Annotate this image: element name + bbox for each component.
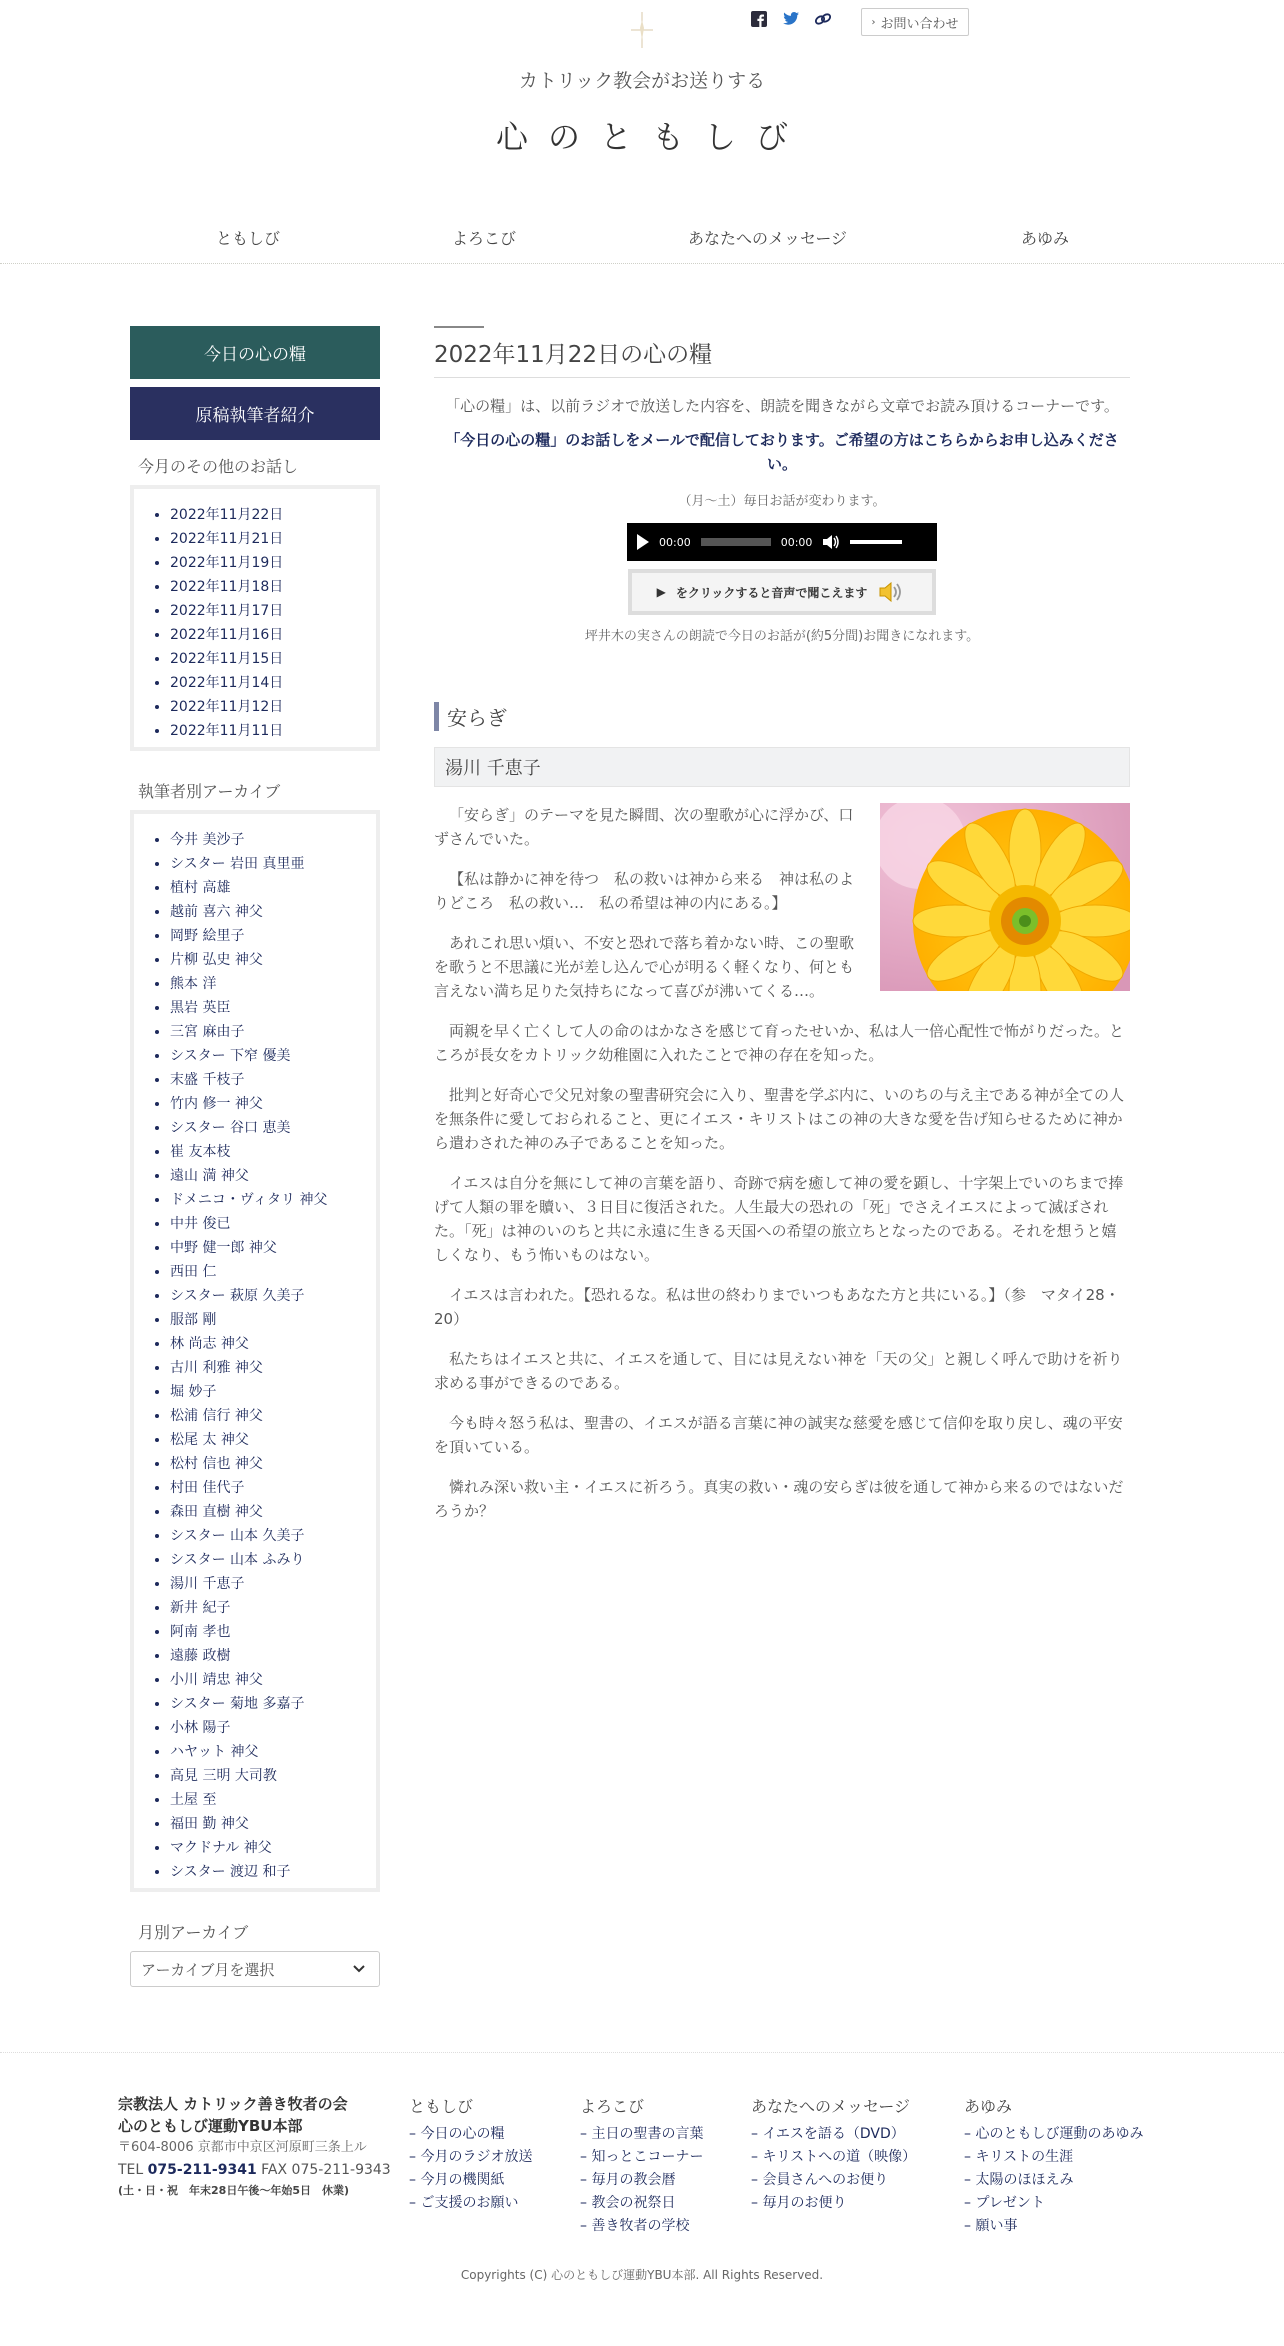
month-link[interactable]: 2022年11月11日 [170, 723, 284, 739]
footer-link[interactable]: – キリストの生涯 [964, 2149, 1074, 2165]
writer-item [170, 1068, 376, 1092]
writer-link[interactable]: 小林 陽子 [170, 1720, 231, 1736]
footer-link[interactable]: – 毎月の教会暦 [580, 2172, 676, 2188]
month-item [170, 719, 376, 743]
footer-link[interactable]: – キリストへの道（映像） [751, 2149, 917, 2165]
writer-link[interactable]: 岡野 絵里子 [170, 928, 245, 944]
writer-link[interactable]: 服部 剛 [170, 1312, 217, 1328]
footer-col-ayumi [964, 2094, 1143, 2238]
writer-link[interactable]: 福田 勤 神父 [170, 1816, 249, 1832]
writer-item [170, 1620, 376, 1644]
month-link[interactable]: 2022年11月16日 [170, 627, 284, 643]
writer-item [170, 852, 376, 876]
writer-link[interactable]: シスター 岩田 真里亜 [170, 856, 305, 872]
footer-link[interactable]: – ご支援のお願い [409, 2195, 519, 2211]
writer-item [170, 1692, 376, 1716]
writer-item [170, 924, 376, 948]
reader-note: 坪井木の実さんの朗読で今日のお話が(約5分間)お聞きになれます。 [584, 629, 980, 644]
section-heading: 安らぎ [434, 702, 1130, 731]
writer-item [170, 1548, 376, 1572]
footer-organization [118, 2093, 418, 2201]
writers-button[interactable]: 原稿執筆者紹介 [130, 387, 380, 440]
play-icon[interactable] [637, 534, 649, 550]
writer-link[interactable]: 中野 健一郎 神父 [170, 1240, 277, 1256]
writer-link[interactable]: 越前 喜六 神父 [170, 904, 263, 920]
footer-col-tomoshibi [409, 2094, 532, 2215]
story-paragraph: 「安らぎ」のテーマを見た瞬間、次の聖歌が心に浮かび、口ずさんでいた。 [434, 806, 854, 848]
writer-item [170, 996, 376, 1020]
footer-link[interactable]: – イエスを語る（DVD） [751, 2126, 905, 2142]
writer-item [170, 972, 376, 996]
nav-ayumi[interactable]: あゆみ [1021, 229, 1070, 248]
writer-item [170, 1788, 376, 1812]
volume-slider[interactable] [850, 540, 902, 544]
page-title: 2022年11月22日の心の糧 [434, 336, 1130, 378]
site-header [0, 0, 1284, 265]
holiday-note: (土・日・祝 年末28日午後〜年始5日 休業) [118, 2184, 350, 2197]
writer-link[interactable]: 西田 仁 [170, 1264, 217, 1280]
writer-link[interactable]: 末盛 千枝子 [170, 1072, 245, 1088]
audio-player [627, 523, 937, 561]
writer-link[interactable]: 松村 信也 神父 [170, 1456, 263, 1472]
month-link[interactable]: 2022年11月21日 [170, 531, 284, 547]
writer-link[interactable]: 古川 利雅 神父 [170, 1360, 263, 1376]
writer-item [170, 1524, 376, 1548]
story-paragraph: あれこれ思い煩い、不安と恐れで落ち着かない時、この聖歌を歌うと不思議に光が差し込んで心が明るく軽くなり、何とも言えない満ち足りた気持ちになって喜びが沸いてくる…。 [434, 934, 855, 1000]
writers-list [134, 828, 376, 1884]
story-paragraph: 憐れみ深い救い主・イエスに祈ろう。真実の救い・魂の安らぎは彼を通して神から来るのではないだろうか？ [434, 1478, 1124, 1520]
writer-link[interactable]: 高見 三明 大司教 [170, 1768, 277, 1784]
writer-link[interactable]: 新井 紀子 [170, 1600, 231, 1616]
seek-bar[interactable] [701, 538, 771, 546]
month-list [134, 503, 376, 743]
time-current: 00:00 [659, 535, 691, 549]
monthly-heading: 月別アーカイブ [138, 1923, 249, 1942]
main-content [434, 326, 1130, 1539]
nav-tomoshibi[interactable]: ともしび [216, 229, 281, 248]
footer-link[interactable]: – 主日の聖書の言葉 [580, 2126, 704, 2142]
month-item [170, 647, 376, 671]
month-link[interactable]: 2022年11月15日 [170, 651, 284, 667]
writer-item [170, 1332, 376, 1356]
story-paragraph: 【私は静かに神を待つ 私の救いは神から来る 神は私のよりどころ 私の救い… 私の希望は神の内にある。】 [434, 870, 855, 912]
writer-item [170, 1380, 376, 1404]
month-item [170, 671, 376, 695]
writer-link[interactable]: 湯川 千恵子 [170, 1576, 245, 1592]
writer-item [170, 1140, 376, 1164]
writer-item [170, 828, 376, 852]
play-small-icon: ▶ [656, 585, 666, 599]
footer-link[interactable]: – 太陽のほほえみ [964, 2172, 1074, 2188]
footer-link[interactable]: – 善き牧者の学校 [580, 2218, 690, 2234]
writer-item [170, 1236, 376, 1260]
writer-item [170, 900, 376, 924]
month-list-box [130, 485, 380, 751]
footer-link[interactable]: – 教会の祝祭日 [580, 2195, 676, 2211]
listen-label: をクリックすると音声で聞こえます [675, 585, 868, 600]
archive-month-select[interactable] [130, 1951, 380, 1987]
copyright: Copyrights (C) 心のともしび運動YBU本部. All Rights Reserved. [460, 2268, 824, 2282]
writer-item [170, 1092, 376, 1116]
writer-item [170, 1836, 376, 1860]
month-link[interactable]: 2022年11月22日 [170, 507, 284, 523]
month-link[interactable]: 2022年11月17日 [170, 603, 284, 619]
chevron-right-icon: › [871, 16, 876, 28]
writer-link[interactable]: 阿南 孝也 [170, 1624, 231, 1640]
footer-col-heading[interactable]: ともしび [409, 2097, 474, 2116]
month-item [170, 551, 376, 575]
writer-link[interactable]: 遠藤 政樹 [170, 1648, 231, 1664]
twitter-icon[interactable] [782, 10, 800, 28]
footer-link[interactable]: – プレゼント [964, 2195, 1045, 2211]
sidebar [130, 326, 380, 1987]
footer-col-message [751, 2094, 916, 2215]
writer-item [170, 1284, 376, 1308]
month-link[interactable]: 2022年11月14日 [170, 675, 284, 691]
writer-item [170, 1428, 376, 1452]
footer-link[interactable]: – 心のともしび運動のあゆみ [964, 2126, 1144, 2142]
today-button[interactable]: 今日の心の糧 [130, 326, 380, 379]
writer-item [170, 1764, 376, 1788]
writer-link[interactable]: 中井 俊已 [170, 1216, 231, 1232]
story-paragraph: 批判と好奇心で父兄対象の聖書研究会に入り、聖書を学ぶ内に、いのちの与え主である神が全ての人を無条件に愛しておられること、更にイエス・キリストはこの神の大きな愛を告げ知らせるために神から遣わされた神のみ子であることを知った。 [434, 1086, 1125, 1152]
writer-link[interactable]: シスター 山本 久美子 [170, 1528, 305, 1544]
footer-link[interactable]: – 知っとこコーナー [580, 2149, 704, 2165]
writer-link[interactable]: 松尾 太 神父 [170, 1432, 249, 1448]
writer-item [170, 948, 376, 972]
month-link[interactable]: 2022年11月12日 [170, 699, 284, 715]
writer-link[interactable]: シスター 下窄 優美 [170, 1048, 291, 1064]
writer-item [170, 1860, 376, 1884]
story-body [434, 803, 1130, 1523]
writer-item [170, 1452, 376, 1476]
writer-item [170, 1572, 376, 1596]
writer-link[interactable]: シスター 山本 ふみり [170, 1552, 305, 1568]
writer-link[interactable]: シスター 萩原 久美子 [170, 1288, 305, 1304]
writer-link[interactable]: 片柳 弘史 神父 [170, 952, 263, 968]
writers-heading: 執筆者別アーカイブ [138, 782, 281, 801]
story-paragraph: イエスは言われた。【恐れるな。私は世の終わりまでいつもあなた方と共にいる。】（参 マタイ28・20） [434, 1286, 1120, 1328]
story-paragraph: 今も時々怒う私は、聖書の、イエスが語る言葉に神の誠実な慈愛を感じて信仰を取り戻し、魂の平安を頂いている。 [434, 1414, 1123, 1456]
writer-item [170, 1476, 376, 1500]
volume-icon[interactable] [822, 534, 840, 550]
site-subtitle: カトリック教会がお送りする [518, 70, 766, 92]
writer-link[interactable]: 三宮 麻由子 [170, 1024, 245, 1040]
site-title[interactable]: 心のともしび [495, 118, 808, 156]
story-paragraph: 私たちはイエスと共に、イエスを通して、目には見えない神を「天の父」と親しく呼んで助けを祈り求める事ができるのである。 [434, 1350, 1123, 1392]
facebook-icon[interactable] [750, 10, 768, 28]
author-name: 湯川 千恵子 [434, 747, 1130, 787]
month-item [170, 527, 376, 551]
writer-link[interactable]: シスター 渡辺 和子 [170, 1864, 291, 1880]
org-name: 宗教法人 カトリック善き牧者の会 [118, 2095, 348, 2113]
story-paragraph: イエスは自分を無にして神の言葉を語り、奇跡で病を癒して神の愛を顕し、十字架上でいのちまで捧げて人類の罪を贖い、３日目に復活された。人生最大の恐れの「死」でさえイエスによって滅ぼされた。「死」は神のいのちと共に永遠に生きる天国への希望の旅立ちとなったのである。それを想うと嬉しくなり、もう怖いものはない。 [434, 1174, 1124, 1264]
writer-link[interactable]: 林 尚志 神父 [170, 1336, 249, 1352]
writer-link[interactable]: シスター 菊地 多嘉子 [170, 1696, 305, 1712]
writer-link[interactable]: 崔 友本枝 [170, 1144, 231, 1160]
writer-link[interactable]: 小川 靖忠 神父 [170, 1672, 263, 1688]
footer-link[interactable]: – 今月のラジオ放送 [409, 2149, 533, 2165]
link-icon[interactable] [814, 10, 832, 28]
daily-note: （月～土）毎日お話が変わります。 [678, 494, 886, 509]
writer-item [170, 1044, 376, 1068]
footer-link[interactable]: – 願い事 [964, 2218, 1018, 2234]
month-item [170, 503, 376, 527]
footer-col-yorokobi [580, 2094, 703, 2238]
writer-link[interactable]: 黒岩 英臣 [170, 1000, 231, 1016]
listen-button[interactable] [628, 569, 936, 615]
writer-item [170, 1500, 376, 1524]
chevron-down-icon [353, 1965, 365, 1973]
writer-item [170, 1308, 376, 1332]
writer-item [170, 1212, 376, 1236]
contact-button[interactable] [861, 8, 969, 36]
org-phone [118, 2159, 418, 2181]
writer-link[interactable]: 堀 妙子 [170, 1384, 217, 1400]
month-item [170, 575, 376, 599]
writer-link[interactable]: 今井 美沙子 [170, 832, 245, 848]
speaker-icon [877, 580, 907, 604]
writer-item [170, 1740, 376, 1764]
writer-link[interactable]: 松浦 信行 神父 [170, 1408, 263, 1424]
writer-link[interactable]: ドメニコ・ヴィタリ 神父 [170, 1192, 328, 1208]
contact-label: お問い合わせ [880, 16, 959, 32]
nav-divider [0, 263, 1284, 264]
story-paragraph: 両親を早く亡くして人の命のはかなさを感じて育ったせいか、私は人一倍心配性で怖がりだった。ところが長女をカトリック幼稚園に入れたことで神の存在を知った。 [434, 1022, 1125, 1064]
month-heading: 今月のその他のお話し [138, 457, 299, 476]
fax-number: FAX 075-211-9343 [261, 2162, 391, 2178]
writer-item [170, 1020, 376, 1044]
footer-col-heading[interactable]: あなたへのメッセージ [751, 2097, 911, 2116]
org-address: 〒604-8006 京都市中京区河原町三条上ル [118, 2140, 367, 2155]
writer-item [170, 1164, 376, 1188]
footer-link[interactable]: – 今日の心の糧 [409, 2126, 505, 2142]
writer-link[interactable]: 植村 高雄 [170, 880, 231, 896]
archive-select-value: アーカイブ月を選択 [141, 1960, 275, 1979]
writer-item [170, 1716, 376, 1740]
writer-item [170, 1596, 376, 1620]
writer-link[interactable]: 土屋 至 [170, 1792, 217, 1808]
footer-link[interactable]: – 毎月のお便り [751, 2195, 847, 2211]
footer-col-heading[interactable]: よろこび [580, 2097, 645, 2116]
writer-link[interactable]: シスター 谷口 恵美 [170, 1120, 291, 1136]
month-item [170, 695, 376, 719]
writer-item [170, 1356, 376, 1380]
org-dept: 心のともしび運動YBU本部 [118, 2117, 303, 2135]
nav-message[interactable]: あなたへのメッセージ [688, 229, 848, 248]
footer-divider [0, 2052, 1284, 2053]
writer-item [170, 1812, 376, 1836]
writer-link[interactable]: 村田 佳代子 [170, 1480, 245, 1496]
intro-text: 「心の糧」は、以前ラジオで放送した内容を、朗読を聞きながら文章でお読み頂けるコーナーです。 [445, 397, 1119, 415]
month-link[interactable]: 2022年11月19日 [170, 555, 284, 571]
writer-item [170, 1116, 376, 1140]
time-total: 00:00 [780, 535, 813, 549]
writer-item [170, 1644, 376, 1668]
writers-list-box [130, 810, 380, 1892]
tel-label: TEL [118, 2162, 144, 2178]
month-link[interactable]: 2022年11月18日 [170, 579, 284, 595]
tel-number[interactable]: 075-211-9341 [147, 2162, 257, 2178]
title-accent [434, 326, 484, 328]
writer-link[interactable]: 熊本 洋 [170, 976, 217, 992]
writer-link[interactable]: 竹内 修一 神父 [170, 1096, 263, 1112]
writer-link[interactable]: 森田 直樹 神父 [170, 1504, 263, 1520]
social-links [750, 10, 832, 28]
footer-link[interactable]: – 今月の機関紙 [409, 2172, 505, 2188]
footer-link[interactable]: – 会員さんへのお便り [751, 2172, 889, 2188]
gerbera-flower-image [880, 803, 1130, 991]
writer-link[interactable]: ハヤット 神父 [170, 1744, 259, 1760]
month-item [170, 623, 376, 647]
footer-col-heading[interactable]: あゆみ [964, 2097, 1013, 2116]
mail-signup-link[interactable]: 「今日の心の糧」のお話しをメールで配信しております。ご希望の方はこちらからお申し込みください。 [445, 431, 1119, 473]
writer-item [170, 876, 376, 900]
writer-link[interactable]: マクドナル 神父 [170, 1840, 272, 1856]
writer-item [170, 1260, 376, 1284]
writer-item [170, 1668, 376, 1692]
writer-link[interactable]: 遠山 満 神父 [170, 1168, 249, 1184]
month-item [170, 599, 376, 623]
writer-item [170, 1404, 376, 1428]
nav-yorokobi[interactable]: よろこび [452, 229, 517, 248]
writer-item [170, 1188, 376, 1212]
star-logo-icon [631, 12, 653, 48]
